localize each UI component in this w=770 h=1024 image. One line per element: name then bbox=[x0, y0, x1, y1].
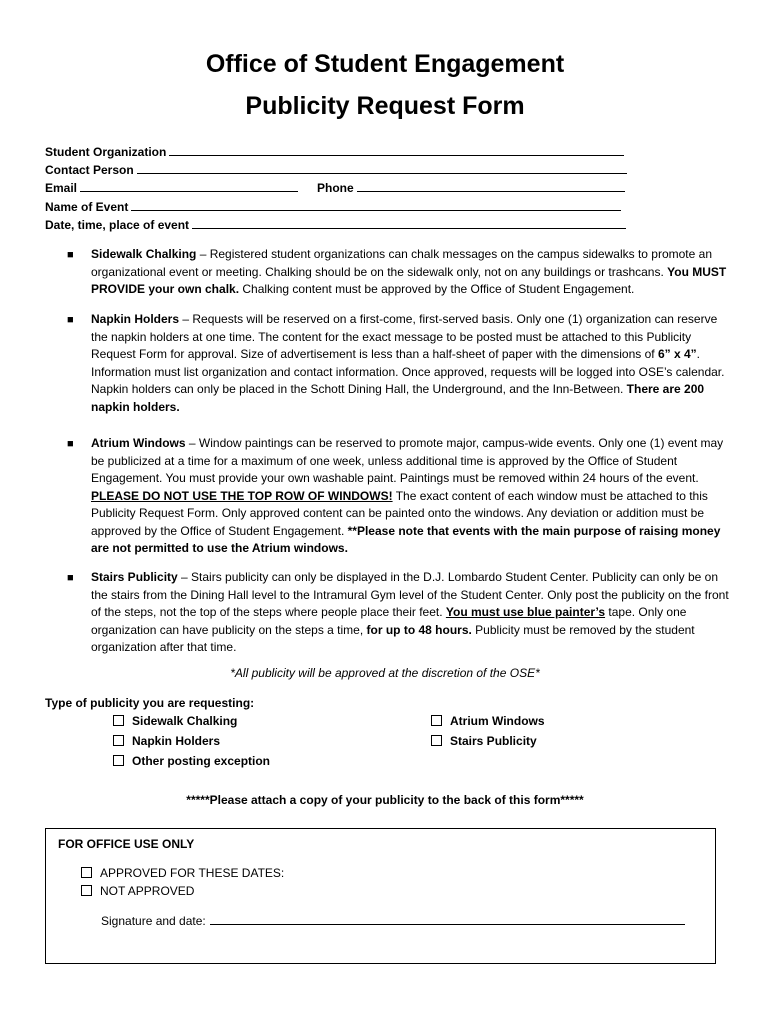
sidewalk-text-end: Chalking content must be approved by the Office of Student Engagement. bbox=[239, 282, 635, 296]
form-title-line1: Office of Student Engagement bbox=[205, 50, 565, 78]
option-atrium-windows[interactable] bbox=[431, 714, 545, 728]
checkbox-icon[interactable] bbox=[113, 755, 124, 766]
option-napkin-holders[interactable] bbox=[113, 734, 220, 748]
stairs-tape-note: You must use blue painter’s bbox=[445, 605, 606, 619]
bullet-icon: ■ bbox=[67, 249, 74, 261]
not-approved-option[interactable] bbox=[81, 884, 194, 898]
contact-person-label: Contact Person bbox=[45, 163, 134, 177]
napkin-dimensions: 6” x 4” bbox=[657, 347, 697, 361]
phone-field bbox=[317, 180, 625, 195]
option-other-posting[interactable] bbox=[113, 754, 270, 768]
approved-label: APPROVED FOR THESE DATES: bbox=[100, 866, 285, 880]
not-approved-label: NOT APPROVED bbox=[100, 884, 195, 898]
option-sidewalk-chalking[interactable] bbox=[113, 714, 237, 728]
stairs-publicity-section bbox=[91, 569, 736, 657]
stairs-text-end: Publicity must be removed by the student organization after that time. bbox=[91, 622, 695, 654]
option-label: Napkin Holders bbox=[132, 734, 221, 748]
napkin-holders-section bbox=[91, 311, 736, 416]
napkin-text: – Requests will be reserved on a first-come, first-served basis. Only one (1) organization can reserve the napkin holders at one time. The content for the exact message to be posted must be attached to this Publicity Request Form for approval. Size of advertisement is less than a half-sheet of paper with the dimensions of bbox=[91, 312, 718, 361]
date-time-place-field bbox=[45, 217, 626, 232]
napkin-count: There are 200 napkin holders. bbox=[91, 382, 705, 414]
signature-field bbox=[101, 913, 685, 928]
stairs-duration: for up to 48 hours. bbox=[366, 622, 472, 637]
option-label: Other posting exception bbox=[132, 754, 271, 768]
email-field bbox=[45, 180, 298, 195]
sidewalk-chalk-note: You MUST PROVIDE your own chalk. bbox=[91, 264, 727, 296]
office-use-box bbox=[45, 828, 716, 964]
option-label: Sidewalk Chalking bbox=[132, 714, 238, 728]
event-name-label: Name of Event bbox=[45, 200, 129, 214]
date-time-place-input-line[interactable] bbox=[192, 217, 626, 229]
atrium-warning: PLEASE DO NOT USE THE TOP ROW OF WINDOWS! bbox=[91, 488, 393, 503]
checkbox-icon[interactable] bbox=[81, 885, 92, 896]
publicity-type-heading: Type of publicity you are requesting: bbox=[45, 696, 255, 710]
phone-input-line[interactable] bbox=[357, 180, 625, 192]
checkbox-icon[interactable] bbox=[431, 715, 442, 726]
checkbox-icon[interactable] bbox=[113, 735, 124, 746]
contact-person-input-line[interactable] bbox=[137, 162, 627, 174]
signature-input-line[interactable] bbox=[210, 913, 685, 925]
checkbox-icon[interactable] bbox=[113, 715, 124, 726]
event-name-input-line[interactable] bbox=[131, 199, 621, 211]
checkbox-icon[interactable] bbox=[81, 867, 92, 878]
option-label: Stairs Publicity bbox=[450, 734, 537, 748]
student-org-label: Student Organization bbox=[45, 145, 167, 159]
form-title-line2: Publicity Request Form bbox=[245, 92, 525, 120]
office-use-title: FOR OFFICE USE ONLY bbox=[58, 837, 195, 851]
phone-label: Phone bbox=[317, 181, 354, 195]
stairs-title: Stairs Publicity bbox=[91, 570, 178, 584]
atrium-title: Atrium Windows bbox=[91, 436, 186, 450]
bullet-icon: ■ bbox=[67, 438, 74, 450]
atrium-note: **Please note that events with the main purpose of raising money are not permitted to use the Atrium windows. bbox=[91, 523, 721, 555]
contact-person-field bbox=[45, 162, 627, 177]
atrium-text-cont: The exact content of each window must be attached to this Publicity Request Form. Only approved content can be painted onto the windows. Any deviation or addition must be approved by the Office of Student Engagement. bbox=[91, 488, 708, 538]
stairs-text-cont: tape. Only one organization can have publicity on the steps a time, bbox=[91, 605, 687, 637]
atrium-text: – Window paintings can be reserved to promote major, campus-wide events. Only one (1) event may be publicized at a time for a maximum of one week, unless additional time is approved by the Office of Student Engagement. You must provide your own washable paint. Paintings must be removed within 24 hours of the event. bbox=[91, 436, 724, 485]
student-org-input-line[interactable] bbox=[169, 144, 624, 156]
date-time-place-label: Date, time, place of event bbox=[45, 218, 190, 232]
sidewalk-text: – Registered student organizations can chalk messages on the campus sidewalks to promote an organizational event or meeting. Chalking should be on the sidewalk only, not on any buildings or trashcans. bbox=[91, 247, 712, 279]
email-input-line[interactable] bbox=[80, 180, 298, 192]
bullet-icon: ■ bbox=[67, 314, 74, 326]
napkin-title: Napkin Holders bbox=[91, 312, 180, 326]
sidewalk-chalking-section bbox=[91, 246, 736, 299]
sidewalk-title: Sidewalk Chalking bbox=[91, 247, 197, 261]
stairs-text: – Stairs publicity can only be displayed in the D.J. Lombardo Student Center. Publicity can only be on the stairs from the Dining Hall level to the Intramural Gym level of the Student Center. Only post the publicity on the front of the steps, not the top of the steps where people place their feet. bbox=[91, 570, 729, 619]
napkin-text-cont: . Information must list organization and contact information. Once approved, requests will be logged into OSE’s calendar. Napkin holders can only be placed in the Schott Dining Hall, the Underground, and the Inn-Between. bbox=[91, 347, 725, 396]
bullet-icon: ■ bbox=[67, 572, 74, 584]
student-org-field bbox=[45, 144, 624, 159]
approved-option[interactable] bbox=[81, 866, 284, 880]
email-label: Email bbox=[45, 181, 78, 195]
attach-note: *****Please attach a copy of your publicity to the back of this form***** bbox=[186, 793, 584, 807]
option-stairs-publicity[interactable] bbox=[431, 734, 537, 748]
checkbox-icon[interactable] bbox=[431, 735, 442, 746]
signature-label: Signature and date: bbox=[101, 914, 206, 928]
option-label: Atrium Windows bbox=[450, 714, 545, 728]
atrium-windows-section bbox=[91, 435, 736, 558]
approval-note: *All publicity will be approved at the discretion of the OSE* bbox=[230, 666, 540, 680]
event-name-field bbox=[45, 199, 621, 214]
